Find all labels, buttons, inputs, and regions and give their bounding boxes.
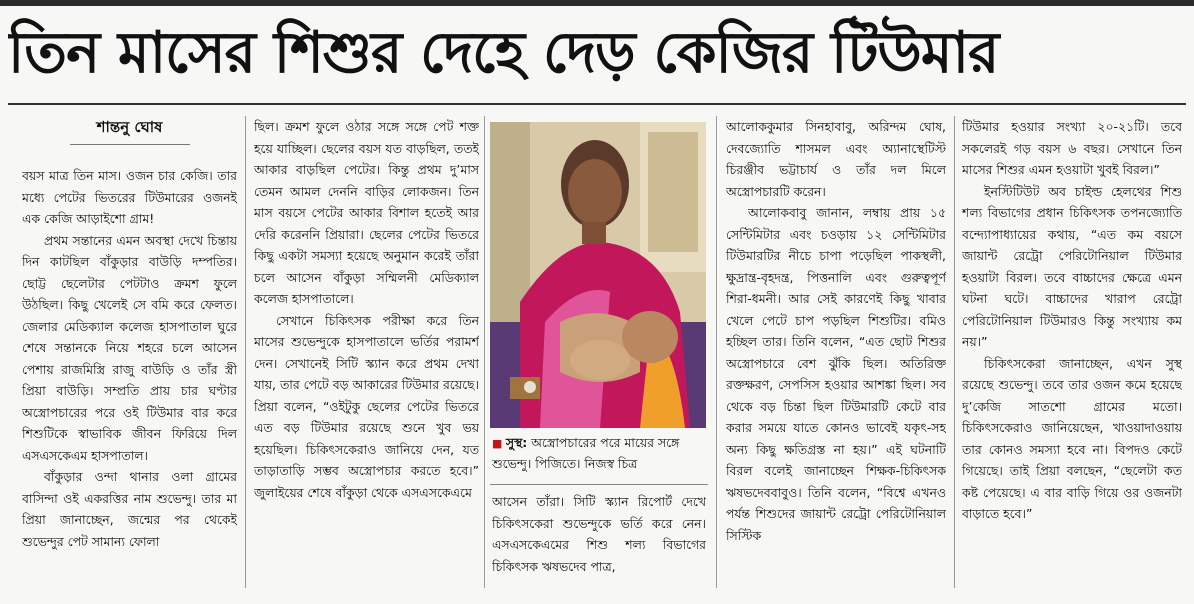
column-divider — [484, 116, 485, 588]
top-border — [0, 0, 1194, 6]
article-column-3 — [492, 491, 706, 591]
paragraph: প্রথম সন্তানের এমন অবস্থা দেখে চিন্তায় দিন কাটছিল বাঁকুড়ার বাউড়ি দম্পতির। ছোট্ট ছেলেটার পেটটাও ক্রমশ ফুলে উঠছিল। কিছু খেলেই সে বমি করে ফেলত। জেলার মেডিক্যাল কলেজ হাসপাতাল ঘুরে শেষে সন্তানকে নিয়ে শহরে চলে আসেন পেশায় রাজমিস্ত্রি রাজু বাউড়ি ও তাঁর স্ত্রী প্রিয়া বাউড়ি। সম্প্রতি প্রায় চার ঘণ্টার অস্ত্রোপচারের পরে ওই টিউমার বার করে শিশুটিকে স্বাভাবিক জীবন ফিরিয়ে দিল এসএসকেএম হাসপাতাল। — [22, 232, 237, 463]
paragraph: ছিল। ক্রমশ ফুলে ওঠার সঙ্গে সঙ্গে পেট শক্ত হয়ে যাচ্ছিল। ছেলের বয়স যত বাড়ছিল, ততই আকার বাড়ছিল পেটের। কিন্তু প্রথম দু’মাস তেমন আমল দেননি বাড়ির লোকজন। তিন মাস বয়সে পেটের আকার বিশাল হতেই আর দেরি করেননি প্রিয়ারা। ছেলের পেটের ভিতরে কিছু একটা সমস্যা হয়েছে অনুমান করেই তাঁরা চলে আসেন বাঁকুড়া সম্মিলনী মেডিক্যাল কলেজ হাসপাতালে। — [254, 119, 479, 306]
article-column-2 — [254, 116, 479, 588]
article-column-1 — [22, 116, 237, 588]
headline: তিন মাসের শিশুর দেহে দেড় কেজির টিউমার — [8, 19, 999, 86]
paragraph: সেখানে চিকিৎসক পরীক্ষা করে তিন মাসের শুভেন্দুকে হাসপাতালে ভর্তির পরামর্শ দেন। সেখানেই সিটি স্ক্যান করে প্রথম দেখা যায়, তার পেটে বড় আকারের টিউমার রয়েছে। প্রিয়া বলেন, “ওইটুকু ছেলের পেটের ভিতরে এত বড় টিউমার রয়েছে শুনে খুব ভয় হয়েছিল। চিকিৎসকেরাও জানিয়ে দেন, যত তাড়াতাড়ি সম্ভব অস্ত্রোপচার করতে হবে।” জুলাইয়ের শেষে বাঁকুড়া থেকে এসএসকেএমে — [254, 312, 479, 500]
article-column-5 — [962, 116, 1182, 588]
article-column-4 — [726, 116, 946, 588]
column-divider — [716, 116, 717, 588]
paragraph: চিকিৎসকেরা জানাচ্ছেন, এখন সুস্থ রয়েছে শুভেন্দু। তবে তার ওজন কমে হয়েছে দু’কেজি সাতশো গ্রামের মতো। চিকিৎসকেরাও জানিয়েছেন, খাওয়াদাওয়ায় তার কোনও সমস্যা হবে না। বিপদও কেটে গিয়েছে। তাই প্রিয়া বলছেন, “ছেলেটা কত কষ্ট পেয়েছে। এ বার বাড়ি গিয়ে ওর ওজনটা বাড়াতে হবে।” — [962, 355, 1182, 521]
column-divider — [245, 116, 246, 588]
paragraph: বাঁকুড়ার ওন্দা থানার ওলা গ্রামের বাসিন্দা ওই একরত্তির নাম শুভেন্দু। তার মা প্রিয়া জানাচ্ছেন, জন্মের পর থেকেই শুভেন্দুর পেট সামান্য ফোলা — [22, 469, 237, 549]
paragraph: আলোককুমার সিনহাবাবু, অরিন্দম ঘোষ, দেবজ্যোতি শাসমল এবং অ্যানাস্থেটিস্ট চিরঞ্জীব ভট্টাচার্য ও তাঁর দল মিলে অস্ত্রোপচারটি করেন। — [726, 119, 946, 199]
caption-rule — [490, 484, 708, 485]
caption-text: অস্ত্রোপচারের পরে মায়ের সঙ্গে শুভেন্দু। পিজিতে। — [492, 435, 680, 471]
column-divider — [954, 116, 955, 588]
caption-bullet-icon: ■ — [492, 437, 506, 450]
paragraph: ইনস্টিটিউট অব চাইল্ড হেলথের শিশু শল্য বিভাগের প্রধান চিকিৎসক তপনজ্যোতি বন্দ্যোপাধ্যায়ের কথায়, “এত কম বয়সে জায়ান্ট রেট্রো পেরিটোনিয়াল টিউমার হওয়াটা বিরল। তবে বাচ্চাদের ক্ষেত্রে এমন ঘটনা ঘটে। বাচ্চাদের খারাপ রেট্রো পেরিটোনিয়াল টিউমারও কিন্তু সংখ্যায় কম নয়।” — [962, 183, 1182, 349]
caption-label: সুস্থ: — [505, 435, 528, 450]
caption-credit: নিজস্ব চিত্র — [580, 456, 638, 471]
byline-rule — [70, 144, 190, 145]
paragraph: টিউমার হওয়ার সংখ্যা ২০-২১টি। তবে সকলেরই গড় বয়স ৬ বছর। সেখানে তিন মাসের শিশুর এমন হওয়াটা খুবই বিরল।” — [962, 119, 1182, 177]
photo-caption — [492, 433, 706, 474]
headline-rule — [8, 103, 1186, 105]
paragraph: আসেন তাঁরা। সিটি স্ক্যান রিপোর্ট দেখে চিকিৎসকেরা শুভেন্দুকে ভর্তি করে নেন। এসএসকেএমের শিশু শল্য বিভাগের চিকিৎসক ঋষভদেব পাত্র, — [492, 494, 706, 574]
mother-and-baby-photo — [490, 122, 706, 428]
paragraph: বয়স মাত্র তিন মাস। ওজন চার কেজি। তার মধ্যে পেটের ভিতরের টিউমারের ওজনই এক কেজি আড়াইশো গ্রাম! — [22, 168, 237, 226]
byline: শান্তনু ঘোষ — [96, 118, 163, 136]
paragraph: আলোকবাবু জানান, লম্বায় প্রায় ১৫ সেন্টিমিটার এবং চওড়ায় ১২ সেন্টিমিটার টিউমারটির নীচে চাপা পড়েছিল পাকস্থলী, ক্ষুদ্রান্ত্র-বৃহদন্ত্র, পিত্তনালি এবং গুরুত্বপূর্ণ শিরা-ধমনী। আর সেই কারণেই কিছু খাবার খেলে পেটে চাপ পড়ছিল শিশুটির। বমিও হচ্ছিল তার। তিনি বলেন, “এত ছোট শিশুর অস্ত্রোপচারে বেশ ঝুঁকি ছিল। অতিরিক্ত রক্তক্ষরণ, সেপসিস হওয়ার আশঙ্কা ছিল। সব থেকে বড় চিন্তা ছিল টিউমারটি কেটে বার করার সময়ে যাতে কোনও ভাবেই যকৃৎ-সহ অন্য কিছু ক্ষতিগ্রস্ত না হয়।” এই ঘটনাটি বিরল বলেই জানাচ্ছেন শিক্ষক-চিকিৎসক ঋষভদেববাবুও। তিনি বলেন, “বিশ্বে এখনও পর্যন্ত শিশুদের জায়ান্ট রেট্রো পেরিটোনিয়াল সিস্টিক — [726, 205, 946, 543]
